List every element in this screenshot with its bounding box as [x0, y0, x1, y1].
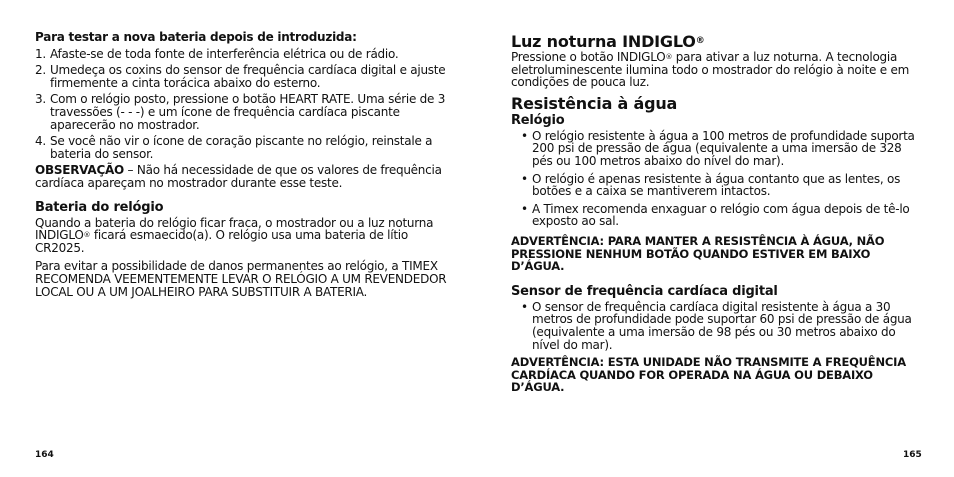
bullet-text: O relógio resistente à água a 100 metros de profundidade suporta 200 psi de pressão de água (equivalente a uma imersão de 328 pés ou 100 metros abaixo do nível do mar). — [532, 128, 915, 168]
registered-mark: ® — [665, 53, 673, 61]
list-item — [511, 173, 923, 198]
bullet: • — [521, 299, 528, 314]
list-item — [35, 93, 447, 131]
step-number: 2. — [35, 63, 46, 78]
battery-text-part: ficará esmaecido(a). O relógio usa uma bateria de lítio CR2025. — [35, 228, 408, 255]
sensor-water-bullets — [511, 301, 923, 351]
registered-mark: ® — [83, 231, 91, 240]
bullet-text: O sensor de frequência cardíaca digital resistente à água a 30 metros de profundidade pode suportar 60 psi de pressão de água (equivalente a uma imersão de 98 pés ou 30 metros abaixo do nível do mar). — [532, 299, 912, 352]
watch-subheading: Relógio — [511, 112, 565, 128]
right-page — [477, 0, 954, 477]
list-item — [35, 48, 447, 61]
sensor-subheading: Sensor de frequência cardíaca digital — [511, 283, 778, 299]
right-page-content — [511, 33, 923, 405]
battery-replacement-paragraph: Para evitar a possibilidade de danos permanentes ao relógio, a TIMEX RECOMENDA VEEMENTEMENTE LEVAR O RELÓGIO A UM REVENDEDOR LOCAL OU A UM JOALHEIRO PARA SUBSTITUIR A BATERIA. — [35, 259, 447, 299]
battery-test-steps — [35, 48, 447, 161]
list-item — [35, 64, 447, 89]
night-light-text-part: Pressione o botão INDIGLO — [511, 50, 666, 64]
watch-battery-heading: Bateria do relógio — [35, 199, 164, 215]
battery-test-heading: Para testar a nova bateria depois de introduzida: — [35, 30, 357, 44]
step-text: Com o relógio posto, pressione o botão HEART RATE. Uma série de 3 travessões (- - -) e um ícone de frequência cardíaca piscante aparecerão no mostrador. — [50, 92, 446, 132]
warning-heart-rate-transmission: ADVERTÊNCIA: ESTA UNIDADE NÃO TRANSMITE A FREQUÊNCIA CARDÍACA QUANDO FOR OPERADA NA ÁGUA OU DEBAIXO D’ÁGUA. — [511, 355, 906, 395]
list-item — [511, 203, 923, 228]
list-item — [511, 130, 923, 168]
observation-note — [35, 164, 447, 189]
battery-text-part: Quando a bateria do relógio ficar fraca, o mostrador ou a luz noturna INDIGLO — [35, 215, 434, 243]
night-light-text-part: para ativar a luz noturna. A tecnologia eletroluminescente ilumina todo o mostrador do relógio à noite e em condições de pouca luz. — [511, 50, 910, 90]
step-number: 4. — [35, 134, 46, 149]
bullet: • — [521, 171, 528, 186]
warning-water-buttons: ADVERTÊNCIA: PARA MANTER A RESISTÊNCIA À ÁGUA, NÃO PRESSIONE NENHUM BOTÃO QUANDO ESTIVER EM BAIXO D’ÁGUA. — [511, 233, 885, 274]
watch-water-bullets — [511, 130, 923, 228]
night-light-heading — [511, 33, 923, 51]
observation-text: – Não há necessidade de que os valores de frequência cardíaca apareçam no mostrador durante esse teste. — [35, 163, 442, 190]
observation-label: OBSERVAÇÃO — [35, 163, 124, 178]
bullet: • — [521, 128, 528, 143]
left-page-content — [35, 31, 447, 298]
bullet-text: O relógio é apenas resistente à água contanto que as lentes, os botões e a caixa se mantiverem intactos. — [532, 171, 901, 199]
step-text: Umedeça os coxins do sensor de frequência cardíaca digital e ajuste firmemente a cinta torácica abaixo do esterno. — [50, 63, 446, 90]
bullet: • — [521, 201, 528, 216]
night-light-heading-text: Luz noturna INDIGLO — [511, 32, 696, 51]
step-text: Se você não vir o ícone de coração piscante no relógio, reinstale a bateria do sensor. — [50, 134, 433, 161]
registered-mark: ® — [695, 36, 705, 46]
bullet-text: A Timex recomenda enxaguar o relógio com água depois de tê-lo exposto ao sal. — [532, 201, 910, 229]
night-light-paragraph — [511, 51, 923, 89]
battery-paragraph — [35, 217, 447, 255]
step-number: 1. — [35, 46, 46, 61]
list-item — [511, 301, 923, 351]
page-number-right: 165 — [903, 450, 922, 460]
list-item — [35, 135, 447, 160]
step-number: 3. — [35, 92, 46, 107]
page-number-left: 164 — [35, 450, 54, 460]
step-text: Afaste-se de toda fonte de interferência elétrica ou de rádio. — [50, 46, 399, 61]
water-resistance-heading: Resistência à água — [511, 93, 678, 113]
